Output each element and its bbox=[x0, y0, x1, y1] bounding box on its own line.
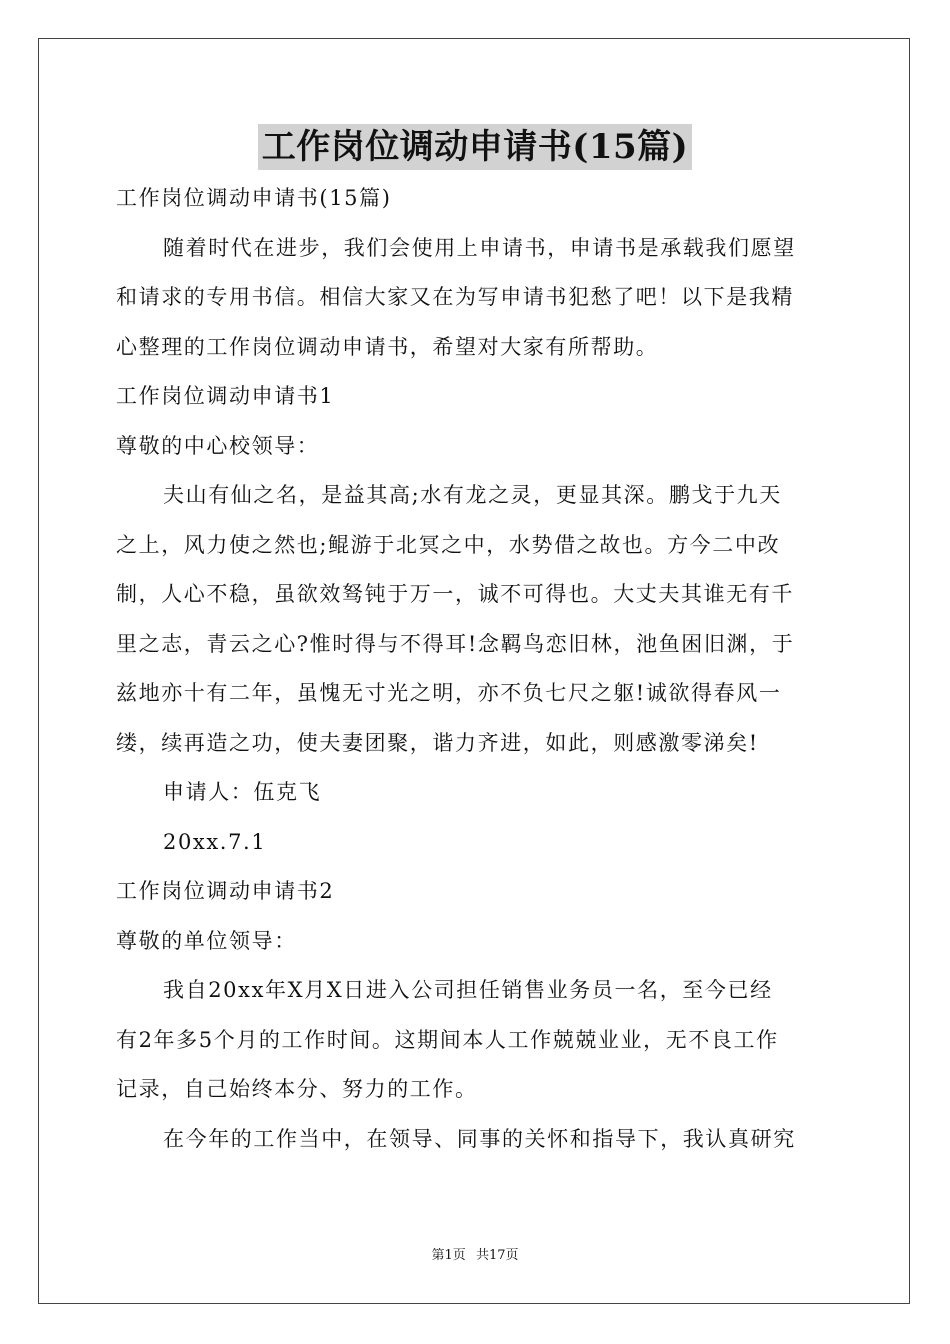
document-body bbox=[116, 174, 836, 1164]
subtitle-line: 工作岗位调动申请书(15篇) bbox=[116, 186, 392, 210]
page-footer bbox=[0, 1244, 950, 1263]
paragraph-line: 在今年的工作当中，在领导、同事的关怀和指导下，我认真研究 bbox=[163, 1126, 796, 1151]
salutation: 尊敬的中心校领导： bbox=[116, 433, 320, 458]
paragraph-line: 里之志，青云之心?惟时得与不得耳!念羁鸟恋旧林，池鱼困旧渊，于 bbox=[116, 631, 795, 656]
title-container bbox=[0, 124, 950, 170]
page-number: 第1页 bbox=[431, 1248, 466, 1263]
paragraph-line: 缕，续再造之功，使夫妻团聚，谐力齐进，如此，则感激零涕矣! bbox=[116, 730, 759, 755]
section-heading: 工作岗位调动申请书2 bbox=[116, 879, 335, 903]
page-total: 共17页 bbox=[475, 1248, 519, 1263]
paragraph-line: 兹地亦十有二年，虽愧无寸光之明，亦不负七尺之躯!诚欲得春风一 bbox=[116, 681, 782, 705]
paragraph-line: 夫山有仙之名，是益其高;水有龙之灵，更显其深。鹏戈于九天 bbox=[163, 483, 782, 507]
paragraph-line: 记录，自己始终本分、努力的工作。 bbox=[116, 1077, 478, 1101]
paragraph-line: 心整理的工作岗位调动申请书，希望对大家有所帮助。 bbox=[116, 334, 659, 359]
paragraph-line: 之上，风力使之然也;鲲游于北冥之中，水势借之故也。方今二中改 bbox=[116, 532, 781, 557]
salutation: 尊敬的单位领导： bbox=[116, 928, 297, 953]
paragraph-line: 我自20xx年X月X日进入公司担任销售业务员一名，至今已经 bbox=[163, 978, 773, 1002]
section-heading: 工作岗位调动申请书1 bbox=[116, 384, 335, 408]
document-title: 工作岗位调动申请书(15篇) bbox=[258, 124, 693, 170]
paragraph-line: 有2年多5个月的工作时间。这期间本人工作兢兢业业，无不良工作 bbox=[116, 1027, 779, 1052]
paragraph-line: 制，人心不稳，虽欲效驽钝于万一，诚不可得也。大丈夫其谁无有千 bbox=[116, 582, 794, 606]
applicant-line: 申请人：伍克飞 bbox=[163, 780, 322, 804]
date-line: 20xx.7.1 bbox=[163, 829, 267, 854]
paragraph-line: 和请求的专用书信。相信大家又在为写申请书犯愁了吧！以下是我精 bbox=[116, 285, 794, 309]
paragraph-line: 随着时代在进步，我们会使用上申请书，申请书是承载我们愿望 bbox=[163, 235, 796, 260]
